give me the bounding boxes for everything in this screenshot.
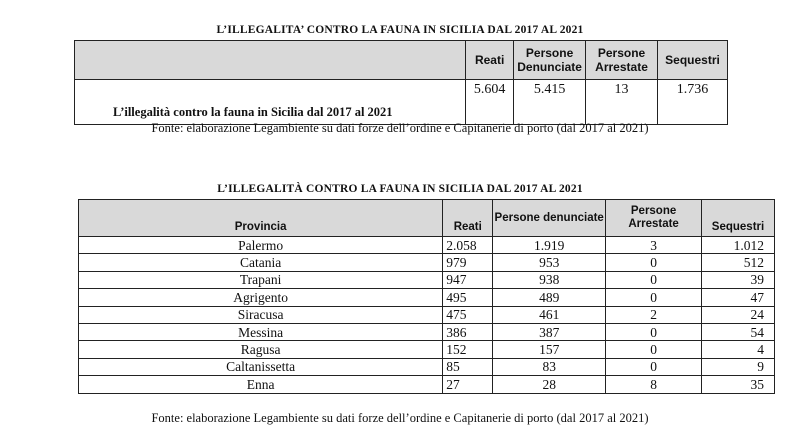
cell-sequestri: 54 xyxy=(702,323,775,340)
cell-denunciate: 489 xyxy=(493,289,606,306)
table2-title: L’ILLEGALITÀ CONTRO LA FAUNA IN SICILIA DAL 2017 AL 2021 xyxy=(217,183,583,195)
cell-reati: 2.058 xyxy=(443,237,493,254)
cell-arrestate: 8 xyxy=(606,376,702,393)
cell-reati: 979 xyxy=(443,254,493,271)
cell-provincia: Enna xyxy=(79,376,443,393)
cell-provincia: Palermo xyxy=(79,237,443,254)
header-reati: Reati xyxy=(443,200,493,237)
cell-provincia: Agrigento xyxy=(79,289,443,306)
cell-denunciate: 83 xyxy=(493,358,606,375)
cell-arrestate: 0 xyxy=(606,341,702,358)
cell-sequestri: 4 xyxy=(702,341,775,358)
cell-arrestate: 0 xyxy=(606,358,702,375)
cell-provincia: Messina xyxy=(79,323,443,340)
table-row xyxy=(79,376,775,393)
table1-title: L’ILLEGALITA’ CONTRO LA FAUNA IN SICILIA DAL 2017 AL 2021 xyxy=(216,24,584,36)
summary-header-denunciate: Persone Denunciate xyxy=(514,41,586,80)
summary-header-arrestate: Persone Arrestate xyxy=(586,41,658,80)
cell-provincia: Ragusa xyxy=(79,341,443,358)
header-denunciate: Persone denunciate xyxy=(493,200,606,237)
cell-sequestri: 47 xyxy=(702,289,775,306)
table2-source: Fonte: elaborazione Legambiente su dati forze dell’ordine e Capitanerie di porto (dal 2017 al 2021) xyxy=(151,411,649,425)
summary-header-empty xyxy=(75,41,466,80)
cell-reati: 386 xyxy=(443,323,493,340)
cell-sequestri: 24 xyxy=(702,306,775,323)
cell-arrestate: 3 xyxy=(606,237,702,254)
header-arrestate: Persone Arrestate xyxy=(606,200,702,237)
cell-provincia: Siracusa xyxy=(79,306,443,323)
cell-sequestri: 39 xyxy=(702,271,775,288)
cell-provincia: Caltanissetta xyxy=(79,358,443,375)
cell-sequestri: 35 xyxy=(702,376,775,393)
summary-header-sequestri: Sequestri xyxy=(658,41,728,80)
summary-data-row xyxy=(75,80,728,125)
summary-header-reati: Reati xyxy=(466,41,514,80)
summary-arrestate: 13 xyxy=(586,80,658,125)
cell-arrestate: 0 xyxy=(606,289,702,306)
cell-reati: 495 xyxy=(443,289,493,306)
cell-reati: 85 xyxy=(443,358,493,375)
summary-header-row xyxy=(75,41,728,80)
cell-reati: 27 xyxy=(443,376,493,393)
header-provincia: Provincia xyxy=(79,200,443,237)
cell-sequestri: 512 xyxy=(702,254,775,271)
cell-reati: 947 xyxy=(443,271,493,288)
cell-reati: 475 xyxy=(443,306,493,323)
table-row xyxy=(79,289,775,306)
cell-denunciate: 953 xyxy=(493,254,606,271)
cell-arrestate: 2 xyxy=(606,306,702,323)
table1-source: Fonte: elaborazione Legambiente su dati forze dell’ordine e Capitanerie di porto (dal 2017 al 2021) xyxy=(151,121,649,135)
table-row xyxy=(79,323,775,340)
summary-row-label: L’illegalità contro la fauna in Sicilia dal 2017 al 2021 xyxy=(75,80,466,125)
cell-arrestate: 0 xyxy=(606,271,702,288)
cell-denunciate: 1.919 xyxy=(493,237,606,254)
table-row xyxy=(79,358,775,375)
cell-arrestate: 0 xyxy=(606,323,702,340)
cell-denunciate: 28 xyxy=(493,376,606,393)
header-sequestri: Sequestri xyxy=(702,200,775,237)
cell-provincia: Catania xyxy=(79,254,443,271)
province-header-row xyxy=(79,200,775,237)
table-row xyxy=(79,341,775,358)
cell-denunciate: 387 xyxy=(493,323,606,340)
table-row xyxy=(79,254,775,271)
summary-sequestri: 1.736 xyxy=(658,80,728,125)
cell-sequestri: 9 xyxy=(702,358,775,375)
table-row xyxy=(79,237,775,254)
summary-table xyxy=(74,40,728,125)
table-row xyxy=(79,271,775,288)
table-row xyxy=(79,306,775,323)
cell-denunciate: 461 xyxy=(493,306,606,323)
cell-denunciate: 938 xyxy=(493,271,606,288)
summary-reati: 5.604 xyxy=(466,80,514,125)
province-table xyxy=(78,199,775,394)
cell-provincia: Trapani xyxy=(79,271,443,288)
summary-denunciate: 5.415 xyxy=(514,80,586,125)
cell-sequestri: 1.012 xyxy=(702,237,775,254)
cell-arrestate: 0 xyxy=(606,254,702,271)
cell-reati: 152 xyxy=(443,341,493,358)
cell-denunciate: 157 xyxy=(493,341,606,358)
